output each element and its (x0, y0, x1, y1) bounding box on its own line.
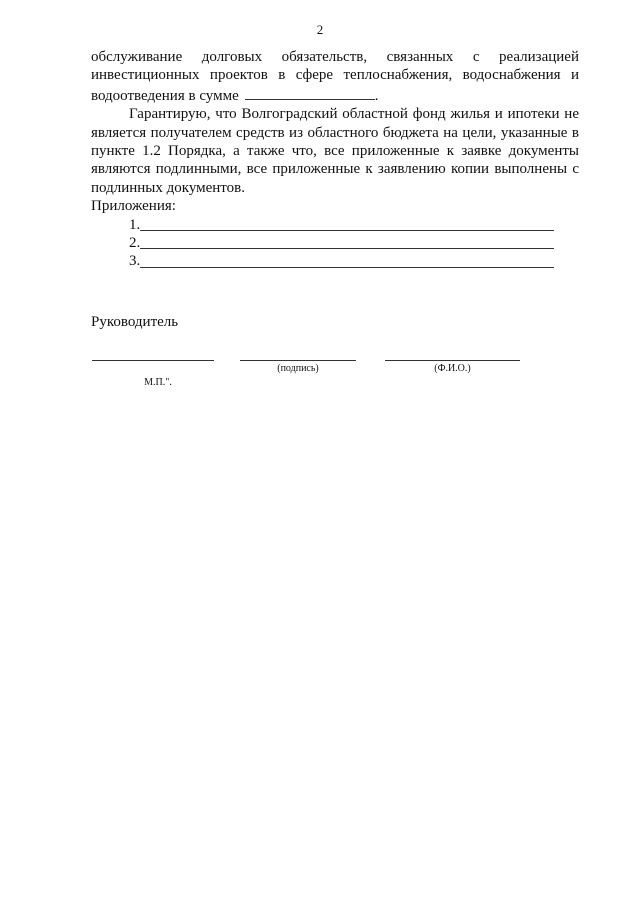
paragraph-debt-service-text: обслуживание долговых обязательств, связанных с реализацией инвестиционных проектов в сфере теплоснабжения, водоснабжения и водоотведения в сумме (91, 49, 579, 104)
page-number: 2 (316, 22, 324, 37)
paragraph-debt-service (91, 48, 579, 105)
signature-blank-line (240, 360, 356, 361)
attachment-item (129, 252, 579, 270)
attachment-number: 1. (129, 216, 141, 233)
attachment-item (129, 234, 579, 252)
attachments-heading: Приложения: (91, 198, 176, 215)
position-blank-line (92, 360, 214, 361)
signature-caption: (подпись) (277, 363, 319, 374)
document-body (91, 48, 579, 271)
attachment-number: 2. (129, 235, 141, 252)
amount-blank-line (245, 85, 375, 100)
amount-period: . (374, 87, 379, 104)
attachment-blank-line (140, 253, 554, 268)
name-caption: (Ф.И.О.) (434, 363, 471, 374)
attachment-number: 3. (129, 253, 141, 270)
name-blank-line (385, 360, 520, 361)
paragraph-guarantee: Гарантирую, что Волгоградский областной фонд жилья и ипотеки не является получателем средств из областного бюджета на цели, указанные в пункте 1.2 Порядка, а также что, все приложенные к заявке документы являются подлинными, все приложенные к заявлению копии выполнены с подлинных документов. (91, 106, 579, 196)
attachment-item (129, 216, 579, 234)
attachment-blank-line (140, 234, 554, 249)
attachment-blank-line (140, 216, 554, 231)
stamp-label: М.П.". (144, 377, 172, 388)
head-label: Руководитель (91, 314, 179, 330)
